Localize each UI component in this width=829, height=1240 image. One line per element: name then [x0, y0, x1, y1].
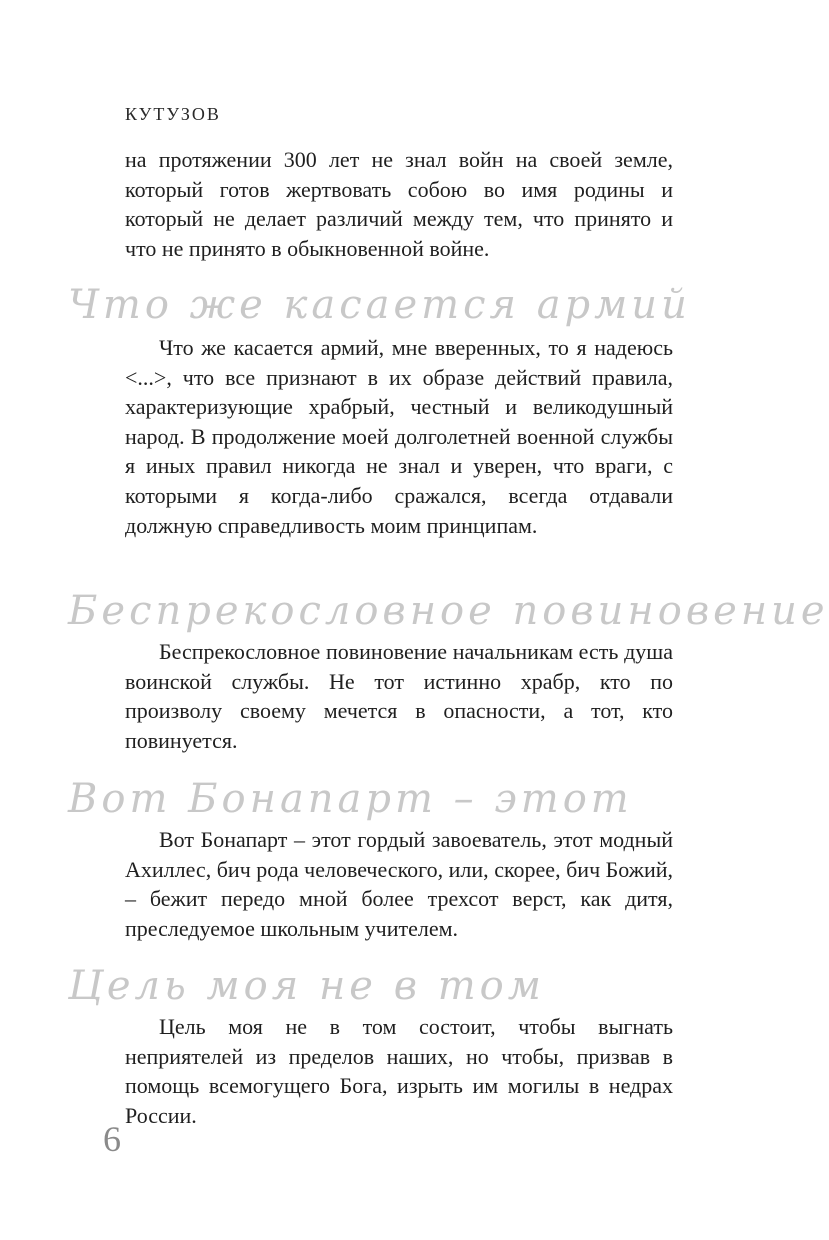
paragraph-3: Беспрекословное повиновение начальникам есть душа воинской службы. Не тот истинно храбр, кто по произволу своему мечется в опасности, а тот, кто повинуется.	[125, 639, 673, 753]
script-caption-3: Вот Бонапарт – этот	[68, 776, 633, 822]
script-caption-4: Цель моя не в том	[68, 963, 545, 1009]
paragraph-1: на протяжении 300 лет не знал войн на своей земле, который готов жертвовать собою во имя родины и который не делает различий между тем, что принято и что не принято в обыкновенной войне.	[125, 147, 673, 261]
running-header: КУТУЗОВ	[125, 104, 221, 124]
paragraph-2: Что же касается армий, мне вверенных, то я надеюсь <...>, что все признают в их образе действий правила, характеризующие храбрый, честный и великодушный народ. В продолжение моей долголетней военной службы я иных правил никогда не знал и уверен, что враги, с которыми я когда-либо сражался, всегда отдавали должную справедливость моим принципам.	[125, 335, 673, 538]
script-caption-2: Беспрекословное повиновение	[68, 588, 829, 634]
paragraph-5: Цель моя не в том состоит, чтобы выгнать неприятелей из пределов наших, но чтобы, призвав в помощь всемогущего Бога, изрыть им могилы в недрах России.	[125, 1014, 673, 1128]
paragraph-4: Вот Бонапарт – этот гордый завоеватель, этот модный Ахиллес, бич рода человеческого, или, скорее, бич Божий, – бежит передо мной более трехсот верст, как дитя, преследуемое школьным учителем.	[125, 827, 673, 941]
page-number: 6	[103, 1119, 121, 1159]
script-caption-1: Что же касается армий	[68, 282, 691, 328]
